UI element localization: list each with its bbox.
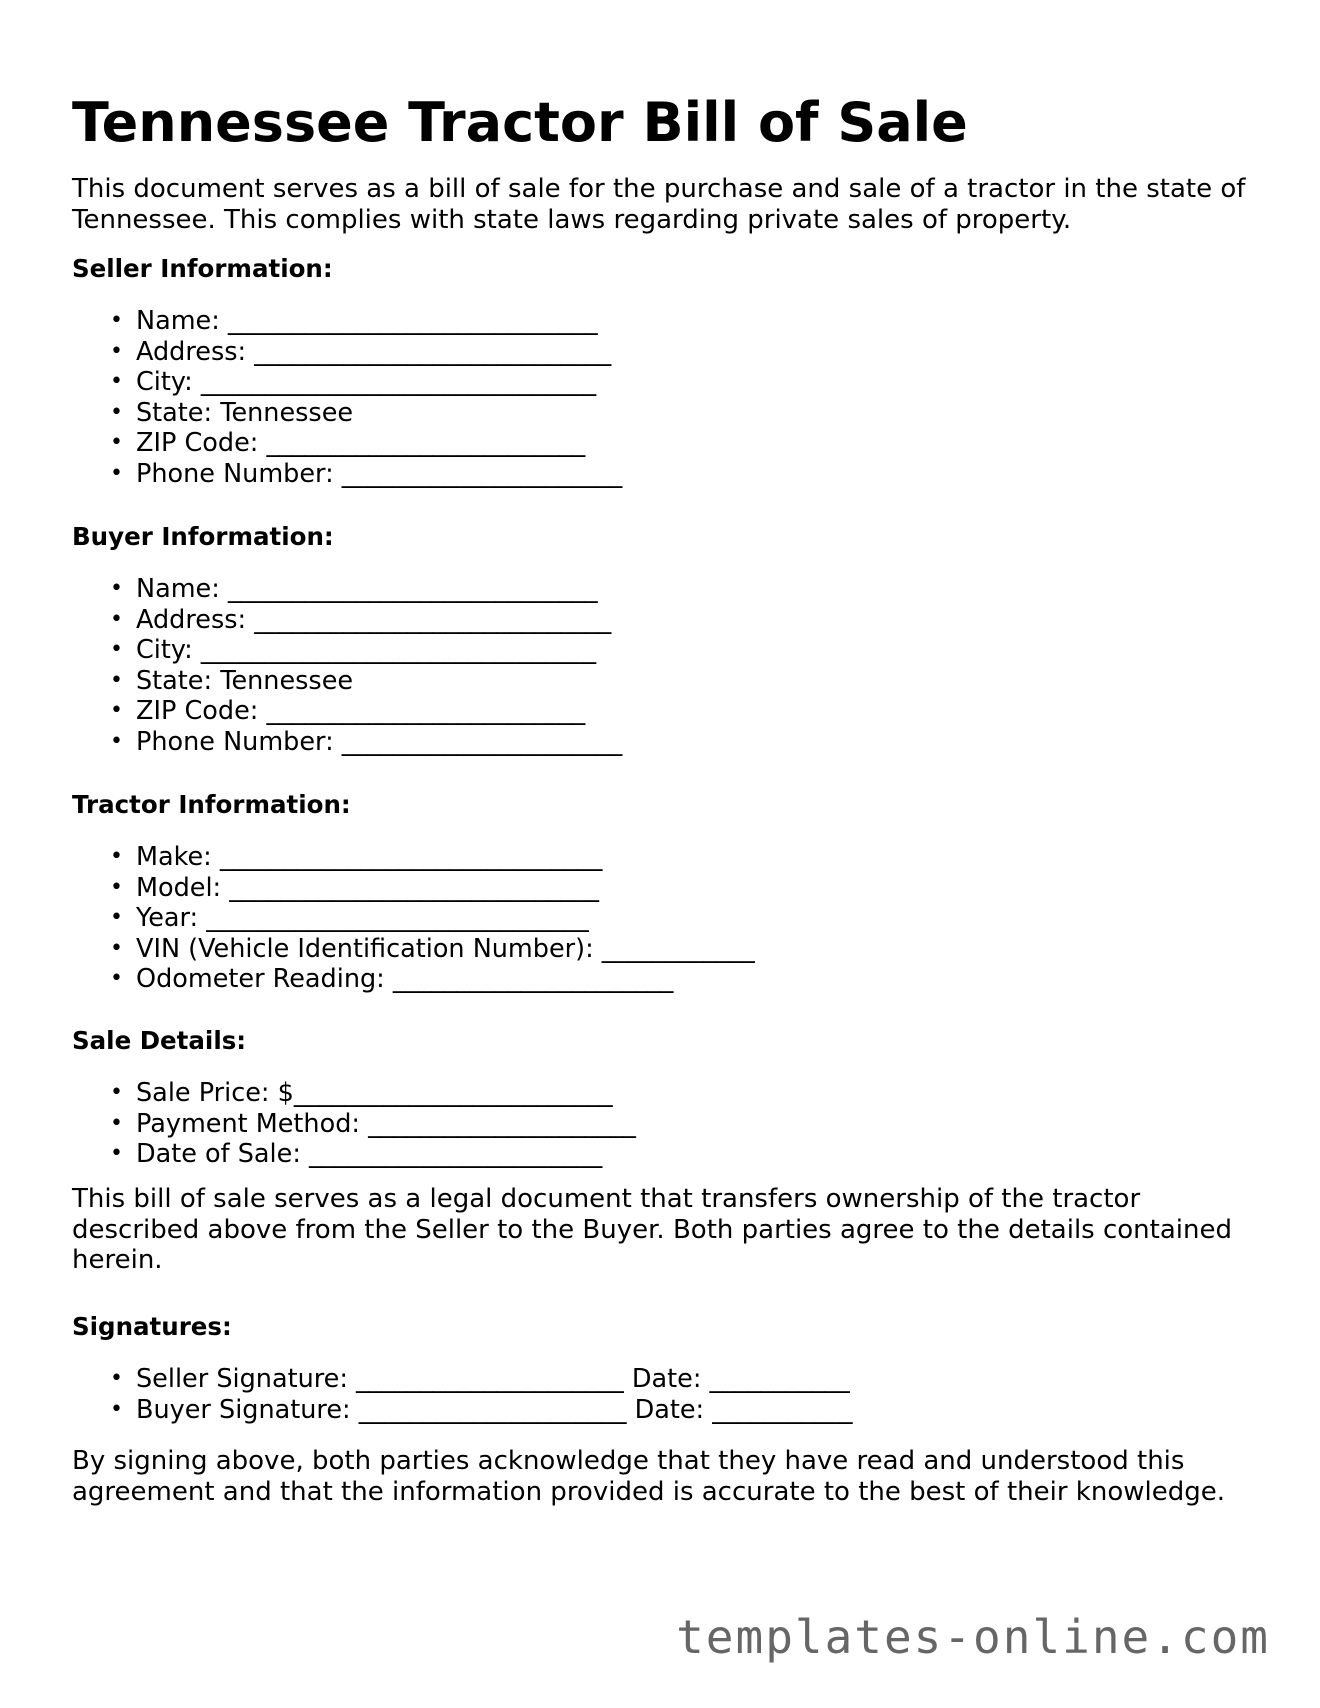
sale-price-field[interactable]: • Sale Price: $_________________________ bbox=[110, 1078, 613, 1108]
transfer-paragraph: This bill of sale serves as a legal document that transfers ownership of the tractor described above from the Seller to the Buyer. Both parties agree to the details contained herein. bbox=[72, 1184, 1232, 1275]
sale-heading: Sale Details: bbox=[72, 1026, 247, 1055]
buyer-signature-field[interactable]: • Buyer Signature: _____________________ Date: ___________ bbox=[110, 1394, 853, 1425]
seller-city-field[interactable]: • City: _______________________________ bbox=[110, 367, 597, 398]
bullet-icon: • bbox=[110, 1110, 123, 1136]
bullet-icon: • bbox=[110, 1080, 123, 1105]
bullet-icon: • bbox=[110, 1141, 123, 1167]
tractor-year-field[interactable]: • Year: ______________________________ bbox=[110, 903, 589, 934]
seller-address-field[interactable]: • Address: ____________________________ bbox=[110, 336, 612, 367]
bullet-icon: • bbox=[110, 460, 123, 486]
buyer-heading: Buyer Information: bbox=[72, 522, 334, 551]
document-title: Tennessee Tractor Bill of Sale bbox=[72, 91, 968, 154]
bullet-icon: • bbox=[110, 1396, 123, 1422]
seller-phone-field[interactable]: • Phone Number: ______________________ bbox=[110, 458, 623, 489]
tractor-make-field[interactable]: • Make: ______________________________ bbox=[110, 842, 603, 872]
tractor-model-field[interactable]: • Model: _____________________________ bbox=[110, 872, 600, 903]
intro-paragraph: This document serves as a bill of sale for the purchase and sale of a tractor in the state of Tennessee. This complies with state laws regarding private sales of property. bbox=[72, 174, 1246, 235]
buyer-name-field[interactable]: • Name: _____________________________ bbox=[110, 574, 598, 604]
seller-zip-field[interactable]: • ZIP Code: _________________________ bbox=[110, 428, 586, 459]
tractor-odometer-field[interactable]: • Odometer Reading: ______________________ bbox=[110, 964, 674, 995]
bullet-icon: • bbox=[110, 844, 123, 869]
tractor-heading: Tractor Information: bbox=[72, 790, 351, 819]
bullet-icon: • bbox=[110, 966, 123, 992]
bullet-icon: • bbox=[110, 430, 123, 456]
bullet-icon: • bbox=[110, 1366, 123, 1391]
bullet-icon: • bbox=[110, 308, 123, 333]
bullet-icon: • bbox=[110, 399, 123, 425]
buyer-phone-field[interactable]: • Phone Number: ______________________ bbox=[110, 726, 623, 757]
bullet-icon: • bbox=[110, 874, 123, 900]
seller-signature-field[interactable]: • Seller Signature: _____________________ Date: ___________ bbox=[110, 1364, 850, 1394]
seller-fields-list bbox=[72, 306, 1252, 490]
signatures-fields-list bbox=[72, 1364, 1252, 1425]
bullet-icon: • bbox=[110, 935, 123, 961]
bullet-icon: • bbox=[110, 905, 123, 931]
watermark-text: templates-online.com bbox=[676, 1610, 1270, 1664]
buyer-zip-field[interactable]: • ZIP Code: _________________________ bbox=[110, 696, 586, 727]
tractor-vin-field[interactable]: • VIN (Vehicle Identification Number): ____________ bbox=[110, 933, 755, 964]
bullet-icon: • bbox=[110, 576, 123, 601]
bullet-icon: • bbox=[110, 667, 123, 693]
sale-fields-list bbox=[72, 1078, 1252, 1170]
buyer-state-field: • State: Tennessee bbox=[110, 665, 354, 696]
tractor-fields-list bbox=[72, 842, 1252, 995]
payment-method-field[interactable]: • Payment Method: _____________________ bbox=[110, 1108, 636, 1139]
buyer-fields-list bbox=[72, 574, 1252, 758]
bullet-icon: • bbox=[110, 606, 123, 632]
bullet-icon: • bbox=[110, 637, 123, 663]
bullet-icon: • bbox=[110, 369, 123, 395]
bullet-icon: • bbox=[110, 338, 123, 364]
signatures-heading: Signatures: bbox=[72, 1312, 232, 1341]
bullet-icon: • bbox=[110, 728, 123, 754]
bullet-icon: • bbox=[110, 698, 123, 724]
date-of-sale-field[interactable]: • Date of Sale: _______________________ bbox=[110, 1139, 603, 1170]
seller-name-field[interactable]: • Name: _____________________________ bbox=[110, 306, 598, 336]
seller-state-field: • State: Tennessee bbox=[110, 397, 354, 428]
closing-paragraph: By signing above, both parties acknowledge that they have read and understood this agreement and that the information provided is accurate to the best of their knowledge. bbox=[72, 1446, 1226, 1507]
seller-heading: Seller Information: bbox=[72, 254, 333, 283]
buyer-city-field[interactable]: • City: _______________________________ bbox=[110, 635, 597, 666]
buyer-address-field[interactable]: • Address: ____________________________ bbox=[110, 604, 612, 635]
